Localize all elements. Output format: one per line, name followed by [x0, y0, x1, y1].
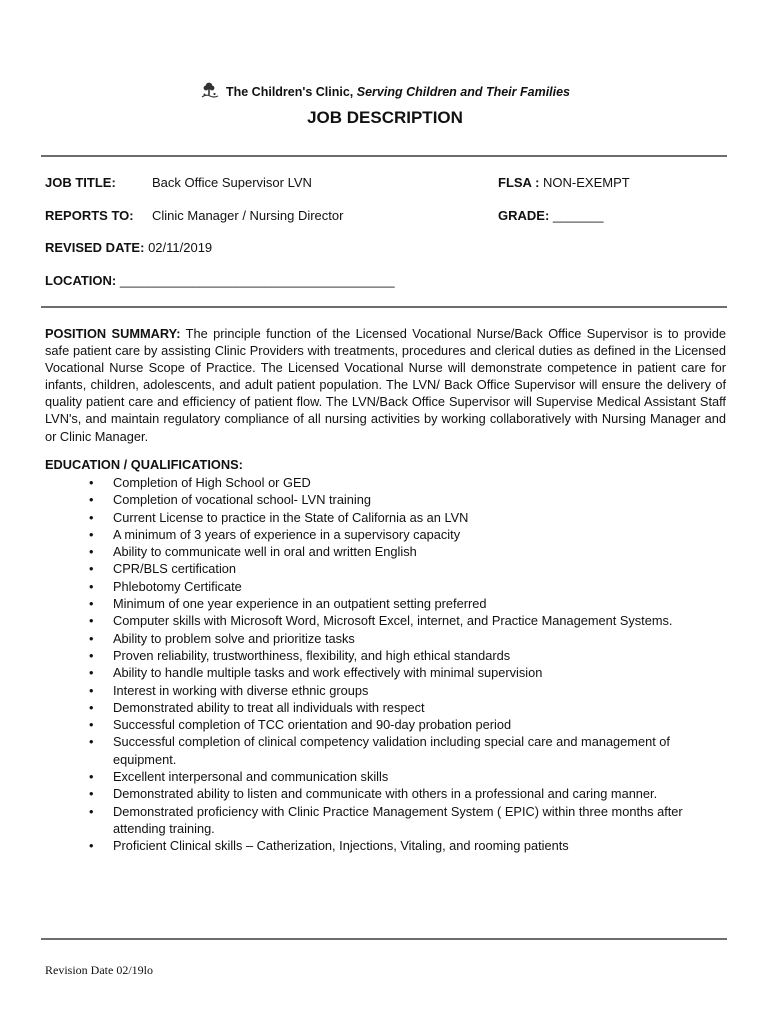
page-title: JOB DESCRIPTION — [307, 108, 463, 127]
grade-label: GRADE: — [498, 208, 550, 223]
org-name: The Children's Clinic, — [225, 85, 354, 99]
list-item: • Interest in working with diverse ethnic groups — [45, 682, 726, 699]
position-summary — [45, 325, 726, 445]
summary-text: The principle function of the Licensed Vocational Nurse/Back Office Supervisor is to provide safe patient care by assisting Clinic Providers with treatments, procedures and clerical duties as defined in the Licensed Vocational Nurse Scope of Practice. The Licensed Vocational Nurse will demonstrate competence in patient care for infants, children, adolescents, and adult patient population. The LVN/ Back Office Supervisor will ensure the delivery of quality patient care and efficiency of patient flow. The LVN/Back Office Supervisor will Supervise Medical Assistant Staff LVN's, and maintain regulatory compliance of all nursing activities by working collaboratively with Nursing Manager and or Clinic Manager. — [45, 326, 727, 444]
list-item: • A minimum of 3 years of experience in a supervisory capacity — [45, 526, 726, 543]
list-item: • Proven reliability, trustworthiness, flexibility, and high ethical standards — [45, 647, 726, 664]
list-item: • Ability to communicate well in oral and written English — [45, 543, 726, 560]
document-header — [0, 80, 770, 103]
list-item: • Minimum of one year experience in an outpatient setting preferred — [45, 595, 726, 612]
divider-bottom — [41, 938, 727, 940]
location-value: ______________________________________ — [119, 273, 395, 288]
revised-date-field — [45, 240, 212, 255]
divider-top — [41, 155, 727, 157]
list-item: • Demonstrated proficiency with Clinic Practice Management System ( EPIC) within three months after attending training. — [45, 803, 726, 838]
list-item: • Successful completion of TCC orientation and 90-day probation period — [45, 716, 726, 733]
job-title-value: Back Office Supervisor LVN — [152, 175, 312, 190]
education-list — [45, 474, 726, 855]
list-item: • Completion of High School or GED — [45, 474, 726, 491]
list-item: • Demonstrated ability to treat all individuals with respect — [45, 699, 726, 716]
location-label: LOCATION: — [45, 273, 117, 288]
flsa-label: FLSA : — [498, 175, 540, 190]
grade-value: _______ — [552, 208, 604, 223]
revised-date-label: REVISED DATE: — [45, 240, 145, 255]
revised-date-value: 02/11/2019 — [148, 240, 213, 255]
list-item: • CPR/BLS certification — [45, 560, 726, 577]
reports-to-value: Clinic Manager / Nursing Director — [152, 208, 344, 223]
location-field — [45, 273, 395, 288]
org-tagline: Serving Children and Their Families — [356, 85, 571, 99]
flsa-field — [498, 175, 630, 190]
list-item: • Current License to practice in the State of California as an LVN — [45, 509, 726, 526]
list-item: • Proficient Clinical skills – Catherization, Injections, Vitaling, and rooming patients — [45, 837, 726, 854]
job-title-label: JOB TITLE: — [45, 175, 116, 190]
tree-logo-icon — [200, 80, 220, 103]
divider-middle — [41, 306, 727, 308]
revision-footer: Revision Date 02/19lo — [45, 963, 153, 977]
list-item: • Successful completion of clinical competency validation including special care and management of equipment. — [45, 733, 726, 768]
reports-to-label: REPORTS TO: — [45, 208, 134, 223]
list-item: • Ability to handle multiple tasks and work effectively with minimal supervision — [45, 664, 726, 681]
list-item: • Phlebotomy Certificate — [45, 578, 726, 595]
list-item: • Ability to problem solve and prioritize tasks — [45, 630, 726, 647]
grade-field — [498, 208, 604, 223]
list-item: • Excellent interpersonal and communication skills — [45, 768, 726, 785]
list-item: • Demonstrated ability to listen and communicate with others in a professional and caring manner. — [45, 785, 726, 802]
list-item: • Completion of vocational school- LVN training — [45, 491, 726, 508]
summary-label: POSITION SUMMARY: — [45, 326, 181, 341]
flsa-value: NON-EXEMPT — [543, 175, 630, 190]
education-heading: EDUCATION / QUALIFICATIONS: — [45, 457, 243, 472]
list-item: • Computer skills with Microsoft Word, Microsoft Excel, internet, and Practice Management Systems. — [45, 612, 726, 629]
